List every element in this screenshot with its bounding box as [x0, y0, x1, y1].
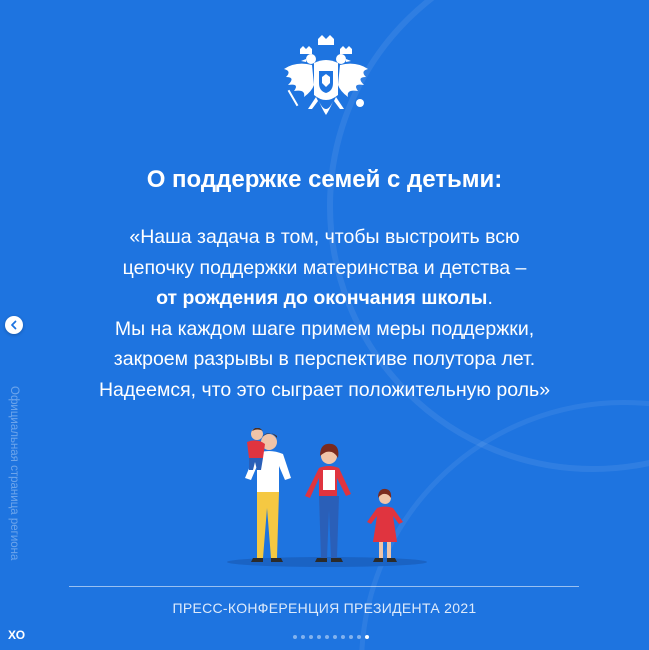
quote-line: Надеемся, что это сыграет положительную роль» — [98, 378, 551, 401]
family-illustration — [225, 428, 430, 570]
quote-line: «Наша задача в том, чтобы выстроить всю — [129, 226, 520, 248]
quote-punctuation: . — [487, 287, 493, 309]
post-title: О поддержке семей с детьми: — [146, 166, 503, 193]
chevron-left-icon — [9, 320, 19, 330]
carousel-indicator — [293, 635, 369, 639]
footer-caption: ПРЕСС-КОНФЕРЕНЦИЯ ПРЕЗИДЕНТА 2021 — [172, 600, 477, 616]
president-quote — [0, 222, 649, 405]
carousel-dot[interactable] — [309, 635, 313, 639]
quote-line: цепочку поддержки материнства и детства – — [122, 256, 527, 279]
double-headed-eagle-emblem — [278, 33, 374, 129]
carousel-dot[interactable] — [317, 635, 321, 639]
carousel-dot[interactable] — [333, 635, 337, 639]
quote-line — [0, 283, 649, 314]
girl-figure — [367, 489, 403, 562]
carousel-dot[interactable] — [357, 635, 361, 639]
quote-highlight: от рождения до окончания школы — [156, 287, 488, 309]
previous-slide-button[interactable] — [5, 316, 23, 334]
quote-line: Мы на каждом шаге примем меры поддержки, — [114, 317, 535, 340]
carousel-dot[interactable] — [325, 635, 329, 639]
divider — [69, 586, 579, 587]
quote-line: закроем разрывы в перспективе полутора лет. — [113, 348, 536, 370]
carousel-dot[interactable] — [365, 635, 369, 639]
corner-logo: ХО — [8, 628, 26, 642]
carousel-dot[interactable] — [293, 635, 297, 639]
mother-figure — [305, 444, 351, 562]
carousel-dot[interactable] — [301, 635, 305, 639]
side-caption: Официальная страница региона — [8, 386, 20, 561]
carousel-dot[interactable] — [349, 635, 353, 639]
carousel-dot[interactable] — [341, 635, 345, 639]
